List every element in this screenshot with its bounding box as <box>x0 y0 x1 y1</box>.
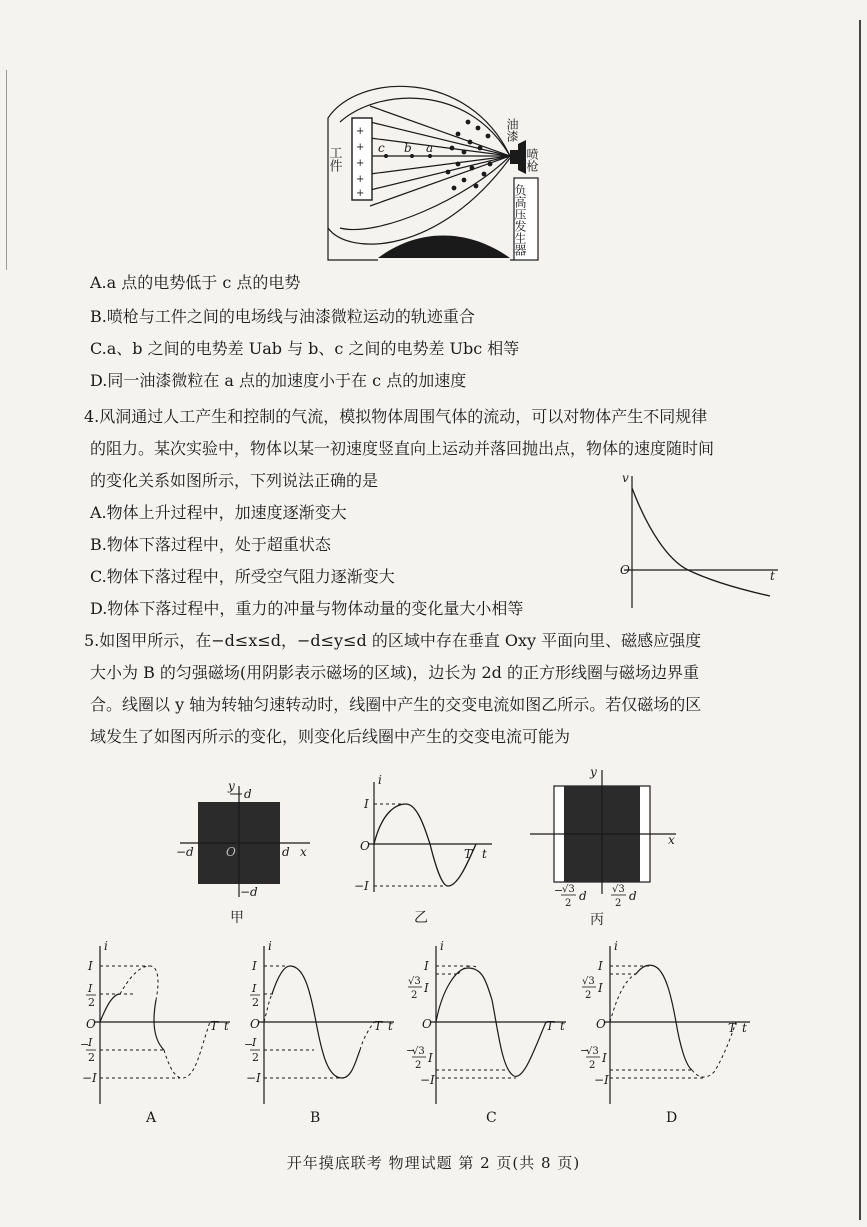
b-t-label: t <box>388 1019 393 1033</box>
bing-sqrt3-right: √3 <box>612 884 625 895</box>
q4-stem-line-3: 的变化关系如图所示，下列说法正确的是 <box>90 471 379 490</box>
c-half-num: √3 <box>408 976 421 987</box>
generator-label: 负高压发生器 <box>513 184 527 256</box>
a-I-label: I <box>88 959 93 973</box>
jia-neg-d-bottom: −d <box>240 885 258 899</box>
d-I-label: I <box>598 959 603 973</box>
b-half-num: I <box>252 982 257 995</box>
q4-option-c: C.物体下落过程中，所受空气阻力逐渐变大 <box>90 567 395 586</box>
b-T-label: T <box>374 1019 383 1033</box>
q4-option-b: B.物体下落过程中，处于超重状态 <box>90 535 331 554</box>
d-neg-I-label: −I <box>594 1073 609 1087</box>
plus-sign: + <box>356 142 365 153</box>
d-neg-half-num: √3 <box>586 1046 599 1057</box>
a-neg-half-den: 2 <box>88 1051 95 1064</box>
q5-fig-bing <box>526 762 686 932</box>
c-neg-half-num: √3 <box>412 1046 425 1057</box>
bing-d-right: d <box>629 889 637 903</box>
answer-a-caption: A <box>146 1110 157 1126</box>
a-T-label: T <box>210 1019 219 1033</box>
d-origin: O <box>596 1017 606 1031</box>
q4-velocity-graph <box>618 470 786 614</box>
plus-sign: + <box>356 174 365 185</box>
q3-option-a: A.a 点的电势低于 c 点的电势 <box>90 273 301 292</box>
q4-t-label: t <box>770 569 775 583</box>
d-half-num: √3 <box>582 976 595 987</box>
yi-neg-I-label: −I <box>354 879 369 893</box>
bing-y-label: y <box>590 765 597 779</box>
b-neg-half-den: 2 <box>252 1051 259 1064</box>
jia-caption: 甲 <box>230 910 244 926</box>
c-half-den: 2 <box>411 990 418 1001</box>
c-neg-half-I: I <box>428 1051 433 1065</box>
scan-edge-right <box>859 20 861 1220</box>
answer-graph-b <box>244 940 404 1130</box>
jia-d-top: d <box>244 787 252 801</box>
b-half-den: 2 <box>252 996 259 1009</box>
b-origin: O <box>250 1017 260 1031</box>
gun-label: 喷枪 <box>525 148 539 172</box>
bing-caption: 丙 <box>590 912 604 928</box>
a-minus: − <box>80 1038 90 1051</box>
q5-stem-line-1: 5.如图甲所示，在−d≤x≤d，−d≤y≤d 的区域中存在垂直 Oxy 平面向里、磁感应强度 <box>84 631 702 650</box>
paint-label: 油漆 <box>505 118 519 142</box>
q4-v-label: v <box>622 471 629 485</box>
page-footer: 开年摸底联考 物理试题 第 2 页(共 8 页) <box>286 1154 581 1172</box>
plus-sign: + <box>356 158 365 169</box>
q3-option-d: D.同一油漆微粒在 a 点的加速度小于在 c 点的加速度 <box>90 371 467 390</box>
yi-i-label: i <box>378 773 382 787</box>
jia-d-right: d <box>282 845 290 859</box>
c-neg-half-den: 2 <box>415 1060 422 1071</box>
yi-caption: 乙 <box>414 910 428 926</box>
jia-x-label: x <box>300 845 307 859</box>
answer-graph-a <box>80 940 240 1130</box>
b-neg-I-label: −I <box>246 1071 261 1085</box>
d-half-I: I <box>598 981 603 995</box>
yi-origin-label: O <box>360 839 370 853</box>
q4-option-a: A.物体上升过程中，加速度逐渐变大 <box>90 503 347 522</box>
bing-minus: − <box>554 884 564 897</box>
bing-x-label: x <box>668 833 675 847</box>
point-b-label: b <box>404 141 412 155</box>
c-neg-I-label: −I <box>420 1073 435 1087</box>
q5-stem-line-3: 合。线圈以 y 轴为转轴匀速转动时，线圈中产生的交变电流如图乙所示。若仅磁场的区 <box>90 695 702 714</box>
d-neg-half-den: 2 <box>589 1060 596 1071</box>
q5-stem-line-4: 域发生了如图丙所示的变化，则变化后线圈中产生的交变电流可能为 <box>90 727 571 746</box>
c-t-label: t <box>560 1019 565 1033</box>
a-neg-half-num: I <box>88 1036 93 1049</box>
d-t-label: t <box>742 1021 747 1035</box>
c-T-label: T <box>546 1019 555 1033</box>
bing-sqrt3-left: √3 <box>562 884 575 895</box>
a-neg-I-label: −I <box>82 1071 97 1085</box>
plus-sign: + <box>356 126 365 137</box>
answer-graph-d <box>580 940 760 1130</box>
c-I-label: I <box>424 959 429 973</box>
q5-fig-jia <box>170 772 320 930</box>
answer-d-caption: D <box>666 1110 678 1126</box>
point-a-label: a <box>426 141 434 155</box>
c-i-label: i <box>440 940 444 953</box>
jia-neg-d-left: −d <box>176 845 194 859</box>
answer-b-caption: B <box>310 1110 321 1126</box>
q5-fig-yi <box>352 772 502 930</box>
scan-edge-left <box>6 70 7 270</box>
d-neg-half-I: I <box>602 1051 607 1065</box>
q3-spray-figure <box>318 78 558 266</box>
q3-option-c: C.a、b 之间的电势差 Uab 与 b、c 之间的电势差 Ubc 相等 <box>90 339 520 358</box>
bing-d-left: d <box>579 889 587 903</box>
d-T-label: T <box>728 1021 737 1035</box>
jia-origin-label: O <box>226 845 236 859</box>
b-i-label: i <box>268 940 272 953</box>
c-half-I: I <box>424 981 429 995</box>
a-origin: O <box>86 1017 96 1031</box>
d-i-label: i <box>614 940 618 953</box>
q4-stem-line-2: 的阻力。某次实验中，物体以某一初速度竖直向上运动并落回抛出点，物体的速度随时间 <box>90 439 715 458</box>
q3-option-b: B.喷枪与工件之间的电场线与油漆微粒运动的轨迹重合 <box>90 307 475 326</box>
workpiece-label: 工件 <box>326 146 342 172</box>
d-half-den: 2 <box>585 990 592 1001</box>
point-c-label: c <box>378 141 385 155</box>
b-I-label: I <box>252 959 257 973</box>
b-neg-half-num: I <box>252 1036 257 1049</box>
answer-c-caption: C <box>486 1110 497 1126</box>
a-t-label: t <box>224 1019 229 1033</box>
a-half-den: 2 <box>88 996 95 1009</box>
yi-t-label: t <box>482 847 487 861</box>
c-minus: − <box>406 1044 416 1057</box>
a-half-num: I <box>88 982 93 995</box>
bing-two-left: 2 <box>565 898 572 909</box>
q4-option-d: D.物体下落过程中，重力的冲量与物体动量的变化量大小相等 <box>90 599 524 618</box>
yi-T-label: T <box>464 847 473 861</box>
jia-y-label: y <box>228 779 235 793</box>
answer-graph-c <box>406 940 576 1130</box>
q4-stem-line-1: 4.风洞通过人工产生和控制的气流，模拟物体周围气体的流动，可以对物体产生不同规律 <box>84 407 708 426</box>
plus-sign: + <box>356 188 365 199</box>
b-minus: − <box>244 1038 254 1051</box>
d-minus: − <box>580 1044 590 1057</box>
bing-two-right: 2 <box>615 898 622 909</box>
q4-origin-label: O <box>620 563 630 577</box>
c-origin: O <box>422 1017 432 1031</box>
q5-stem-line-2: 大小为 B 的匀强磁场(用阴影表示磁场的区域)，边长为 2d 的正方形线圈与磁场边界重 <box>90 663 700 682</box>
yi-I-label: I <box>364 797 369 811</box>
a-i-label: i <box>104 940 108 953</box>
